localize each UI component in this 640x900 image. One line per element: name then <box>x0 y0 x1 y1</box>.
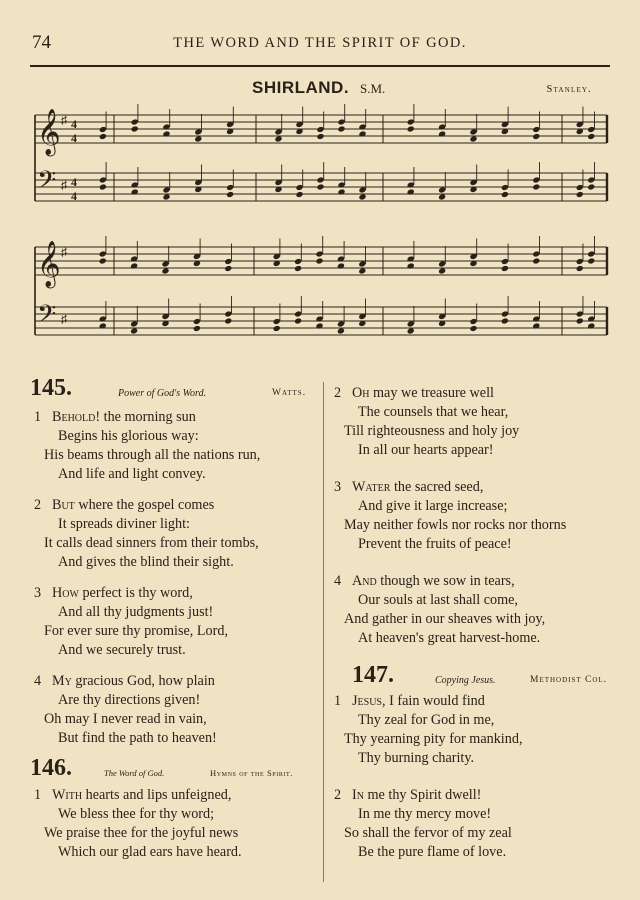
verse-line: But where the gospel comes <box>52 497 215 513</box>
verse-line: The counsels that we hear, <box>358 404 509 420</box>
hymn-147-subject: Copying Jesus. <box>435 675 496 686</box>
note-head <box>315 257 323 264</box>
note-head <box>295 191 303 198</box>
time-signature: 4 <box>71 117 77 131</box>
verse-line: Water the sacred seed, <box>352 479 484 495</box>
tune-meter: S.M. <box>360 81 386 96</box>
verse-line: In me thy Spirit dwell! <box>352 787 482 803</box>
note-head <box>99 257 107 264</box>
verse-line: How perfect is thy word, <box>52 585 193 601</box>
time-signature: 4 <box>71 131 77 145</box>
note-head <box>131 125 139 132</box>
verse-line: Which our glad ears have heard. <box>58 844 242 860</box>
verse-line: His beams through all the nations run, <box>44 447 261 463</box>
note-head <box>162 130 170 137</box>
verse-line: Begins his glorious way: <box>58 428 199 444</box>
hymn-145-author: Watts. <box>272 388 307 398</box>
note-head <box>315 322 323 329</box>
verse-line: Behold! the morning sun <box>52 409 196 425</box>
treble-clef-icon: 𝄞 <box>37 241 61 287</box>
treble-clef-icon: 𝄞 <box>37 109 61 155</box>
note-head <box>501 265 509 272</box>
verse-line: And life and light convey. <box>58 466 206 482</box>
note-head <box>316 133 324 140</box>
note-head <box>501 317 509 324</box>
sharp-icon: ♯ <box>61 178 67 192</box>
verse-line: Oh may I never read in vain, <box>44 711 207 727</box>
verse-line: It spreads diviner light: <box>58 516 190 532</box>
note-head <box>358 130 366 137</box>
note-head <box>224 265 232 272</box>
note-head <box>587 257 595 264</box>
hymn-147-author: Methodist Col. <box>530 675 608 685</box>
verse-line: And gather in our sheaves with joy, <box>344 611 546 627</box>
verse-number: 4 <box>34 673 42 689</box>
verse-line: And we securely trust. <box>58 642 186 658</box>
verse-number: 3 <box>34 585 42 601</box>
verse-line: With hearts and lips unfeigned, <box>52 787 232 803</box>
verse-number: 2 <box>34 497 42 513</box>
time-signature: 4 <box>71 175 77 189</box>
note-head <box>576 317 584 324</box>
note-head <box>358 267 366 274</box>
verse-number: 2 <box>334 787 342 803</box>
note-head <box>294 317 302 324</box>
verse-line: We praise thee for the joyful news <box>44 825 239 841</box>
note-head <box>194 135 202 142</box>
bass-clef-icon: 𝄢 <box>37 166 57 201</box>
verse-line: In all our hearts appear! <box>358 442 494 458</box>
page-number: 74 <box>32 32 51 53</box>
verse-line: Our souls at last shall come, <box>358 592 518 608</box>
verse-line: Thy yearning pity for mankind, <box>344 731 523 747</box>
note-head <box>587 322 595 329</box>
verse-line: And give it large increase; <box>358 498 508 514</box>
note-head <box>407 262 415 269</box>
note-head <box>337 188 345 195</box>
note-head <box>576 191 584 198</box>
verse-line: And gives the blind their sight. <box>58 554 234 570</box>
note-head <box>161 267 169 274</box>
verse-line: Prevent the fruits of peace! <box>358 536 512 552</box>
note-head <box>162 193 170 200</box>
note-head <box>224 317 232 324</box>
note-head <box>358 193 366 200</box>
note-head <box>532 257 540 264</box>
verse-number: 3 <box>334 479 342 495</box>
sharp-icon: ♯ <box>61 245 67 259</box>
hymn-145-number: 145. <box>30 375 72 401</box>
verse-line: May neither fowls nor rocks nor thorns <box>344 517 567 533</box>
note-head <box>193 325 201 332</box>
note-head <box>274 135 282 142</box>
note-head <box>587 183 595 190</box>
verse-number: 1 <box>334 693 342 709</box>
verse-line: Till righteousness and holy joy <box>344 423 520 439</box>
tune-composer: Stanley. <box>546 84 592 95</box>
verse-line: At heaven's great harvest-home. <box>358 630 541 646</box>
note-head <box>316 183 324 190</box>
verse-number: 1 <box>34 409 42 425</box>
note-head <box>407 125 415 132</box>
note-head <box>438 267 446 274</box>
time-signature: 4 <box>71 189 77 203</box>
sharp-icon: ♯ <box>61 312 67 326</box>
note-head <box>407 327 415 334</box>
note-head <box>587 133 595 140</box>
note-head <box>469 325 477 332</box>
note-head <box>337 262 345 269</box>
note-head <box>294 265 302 272</box>
hymn-147-number: 147. <box>352 662 394 688</box>
verse-line: And all thy judgments just! <box>58 604 214 620</box>
verse-line: We bless thee for thy word; <box>58 806 215 822</box>
verse-line: So shall the fervor of my zeal <box>344 825 512 841</box>
hymn-146-subject: The Word of God. <box>104 768 165 778</box>
note-head <box>273 325 281 332</box>
note-head <box>99 133 107 140</box>
note-head <box>99 183 107 190</box>
note-head <box>532 133 540 140</box>
verse-line: It calls dead sinners from their tombs, <box>44 535 259 551</box>
verse-line: But find the path to heaven! <box>58 730 217 746</box>
verse-line: And though we sow in tears, <box>352 573 515 589</box>
music-score <box>0 95 640 365</box>
hymn-145-subject: Power of God's Word. <box>118 388 207 399</box>
verse-line: Jesus, I fain would find <box>352 693 485 709</box>
verse-number: 2 <box>334 385 342 401</box>
verse-line: Are thy directions given! <box>58 692 201 708</box>
note-head <box>532 183 540 190</box>
verse-line: Thy burning charity. <box>358 750 475 766</box>
note-head <box>532 322 540 329</box>
note-head <box>469 135 477 142</box>
note-head <box>407 188 415 195</box>
note-head <box>576 265 584 272</box>
verse-line: My gracious God, how plain <box>52 673 215 689</box>
verse-line: In me thy mercy move! <box>358 806 492 822</box>
note-head <box>438 130 446 137</box>
note-head <box>226 191 234 198</box>
note-head <box>438 193 446 200</box>
header-rule <box>30 65 610 67</box>
note-head <box>131 188 139 195</box>
note-head <box>99 322 107 329</box>
running-title: THE WORD AND THE SPIRIT OF GOD. <box>173 35 467 51</box>
column-divider <box>323 382 324 882</box>
hymn-146-number: 146. <box>30 755 72 781</box>
note-head <box>501 191 509 198</box>
note-head <box>337 327 345 334</box>
sharp-icon: ♯ <box>61 113 67 127</box>
tune-name: SHIRLAND. <box>252 78 350 97</box>
note-head <box>337 125 345 132</box>
verse-line: Be the pure flame of love. <box>358 844 507 860</box>
verse-line: Thy zeal for God in me, <box>358 712 495 728</box>
verse-number: 4 <box>334 573 342 589</box>
verse-line: For ever sure thy promise, Lord, <box>44 623 229 639</box>
verse-line: Oh may we treasure well <box>352 385 494 401</box>
bass-clef-icon: 𝄢 <box>37 300 57 335</box>
verse-number: 1 <box>34 787 42 803</box>
note-head <box>130 262 138 269</box>
note-head <box>130 327 138 334</box>
hymn-146-author: Hymns of the Spirit. <box>210 768 294 778</box>
